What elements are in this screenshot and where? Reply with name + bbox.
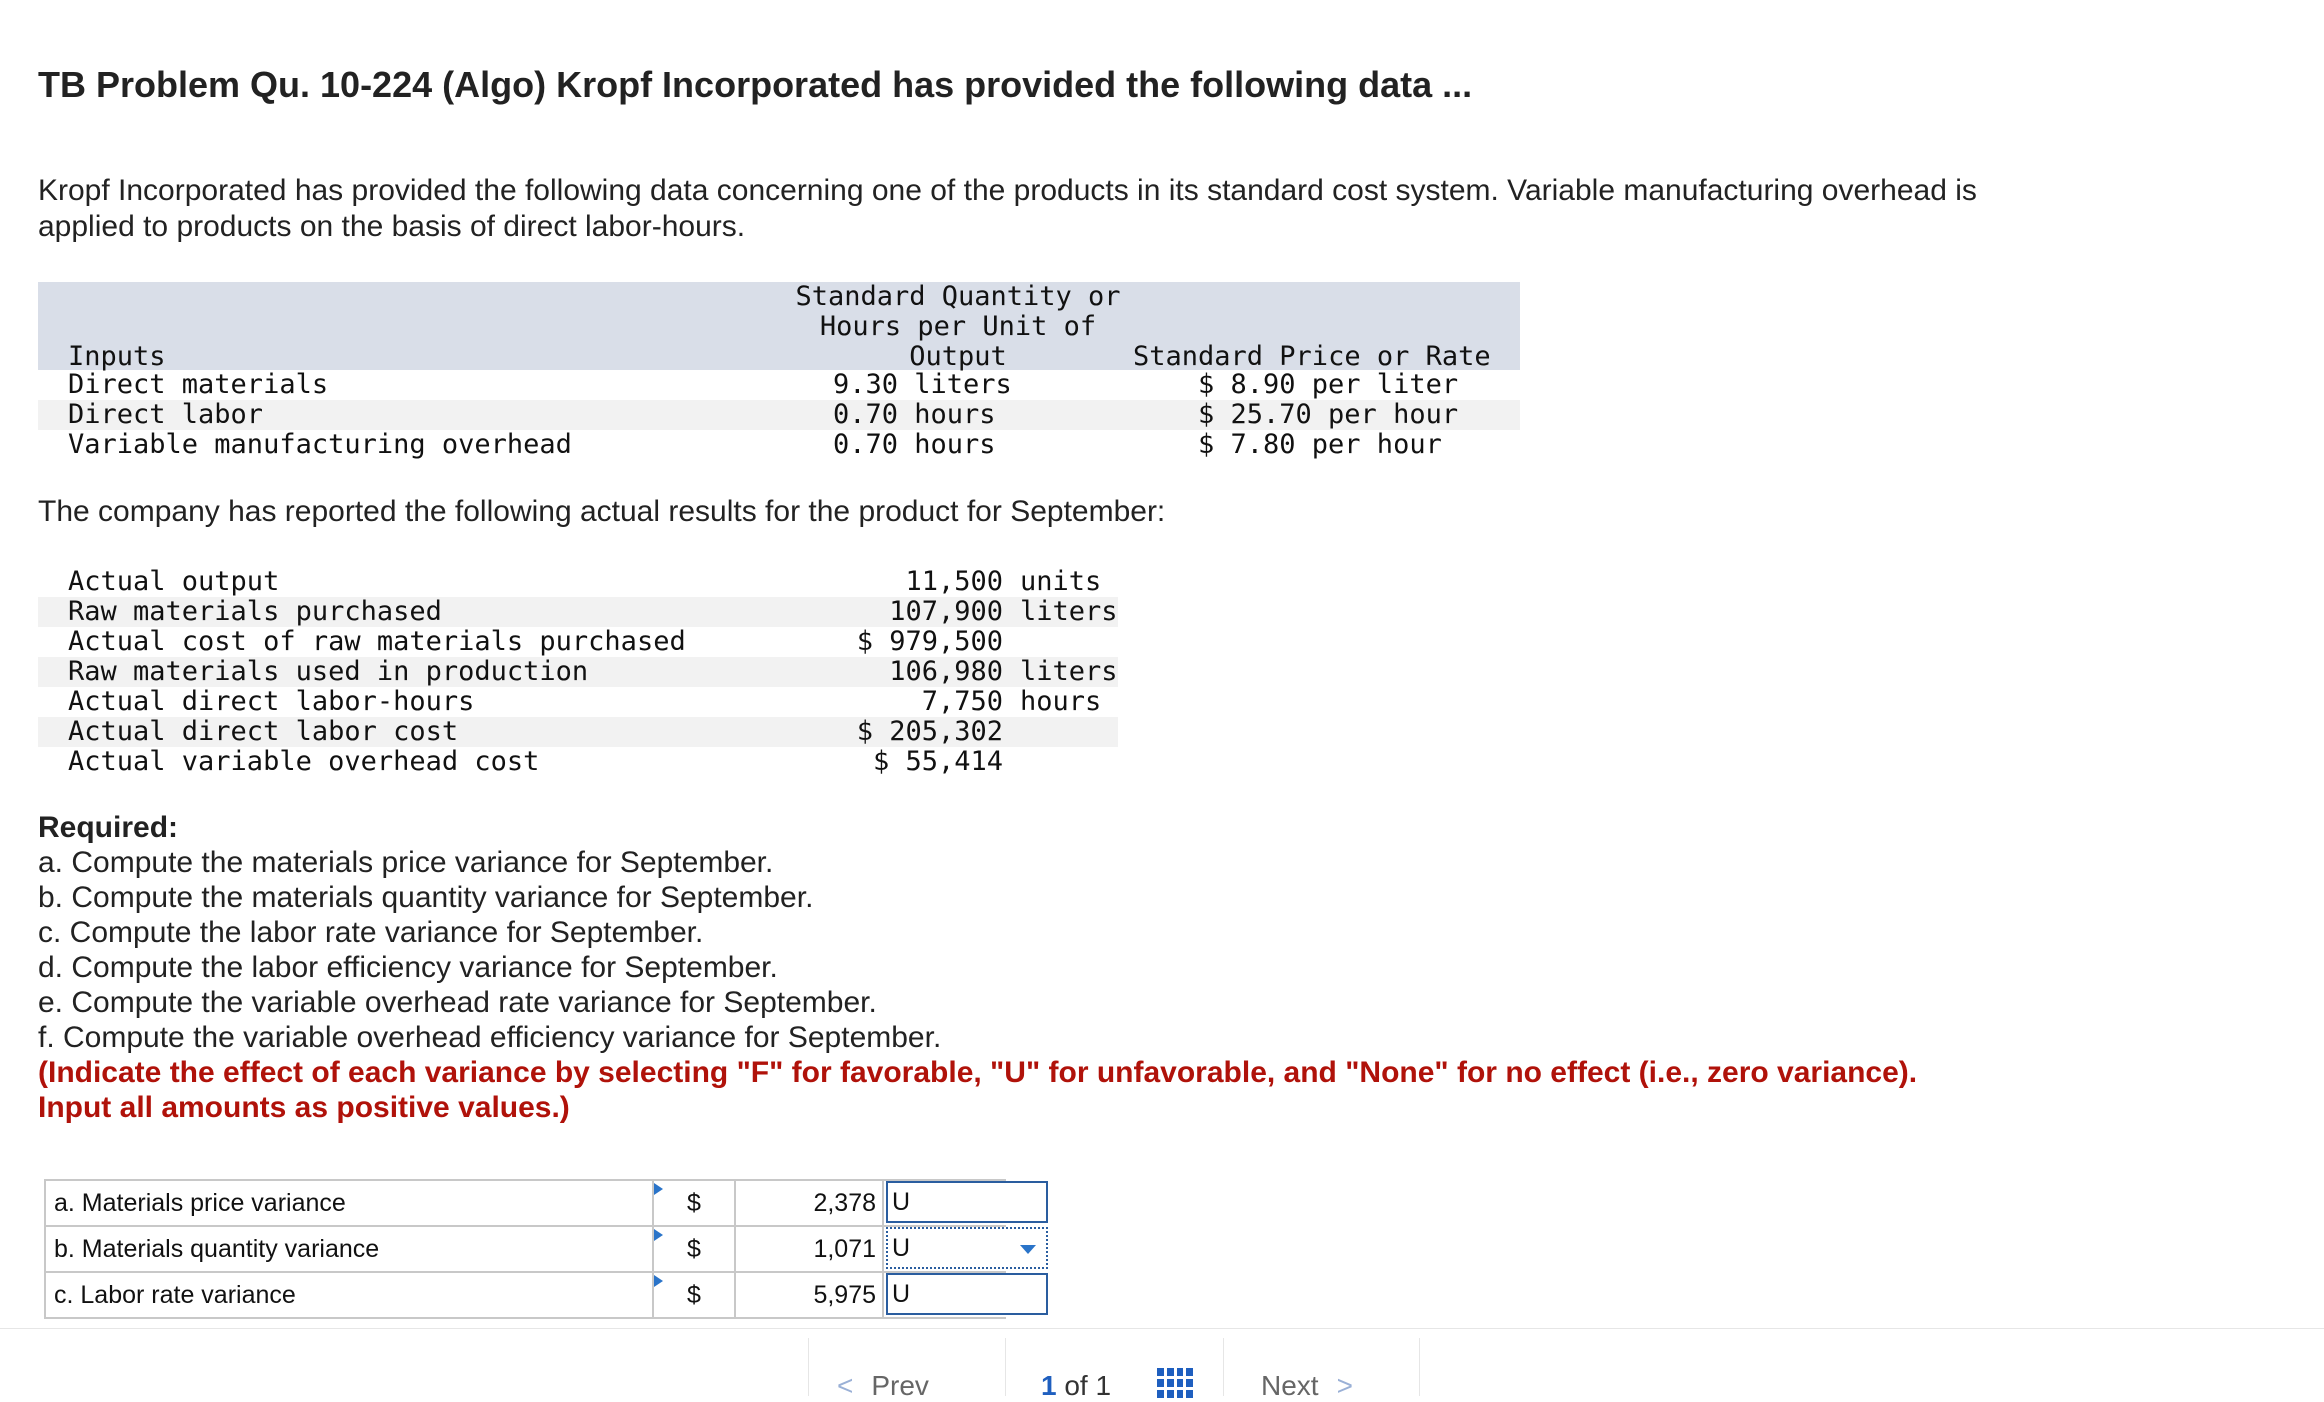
answer-row-materials-quantity	[44, 1227, 1006, 1273]
standards-row-price: $ 7.80 per hour	[1198, 429, 1442, 460]
pagination-bar	[808, 1338, 1420, 1401]
standards-row-name: Direct labor	[68, 399, 264, 430]
effect-select-active[interactable]	[886, 1227, 1048, 1269]
actuals-value: $ 205,302	[856, 716, 1003, 747]
answer-row-materials-price	[44, 1179, 1006, 1227]
required-item: b. Compute the materials quantity variance for September.	[38, 881, 814, 914]
actuals-row	[38, 687, 1118, 717]
required-item: c. Compute the labor rate variance for September.	[38, 916, 704, 949]
required-item: e. Compute the variable overhead rate variance for September.	[38, 986, 877, 1019]
cell-flag-icon	[654, 1183, 663, 1195]
actuals-name: Actual variable overhead cost	[68, 746, 540, 777]
intro-text: Kropf Incorporated has provided the following data concerning one of the products in its standard cost system. Variable manufacturing overhead is applied to products on the basis of direct labor-hours.	[38, 174, 1977, 243]
prev-button[interactable]	[837, 1370, 929, 1402]
actuals-row	[38, 657, 1118, 687]
actuals-row	[38, 717, 1118, 747]
actuals-name: Actual direct labor-hours	[68, 686, 475, 717]
required-item: a. Compute the materials price variance for September.	[38, 846, 774, 879]
currency-symbol: $	[654, 1181, 736, 1225]
page-title: TB Problem Qu. 10-224 (Algo) Kropf Incorporated has provided the following data ...	[38, 64, 1473, 105]
standards-row-direct-labor	[38, 400, 1520, 430]
actuals-unit: hours	[1020, 686, 1102, 717]
next-label: Next	[1261, 1370, 1319, 1401]
answer-row-labor-rate	[44, 1273, 1006, 1319]
answer-label: b. Materials quantity variance	[44, 1227, 654, 1271]
actuals-name: Raw materials purchased	[68, 596, 442, 627]
current-page: 1	[1041, 1370, 1057, 1401]
standards-row-name: Direct materials	[68, 369, 329, 400]
amount-input[interactable]: 1,071	[734, 1227, 884, 1271]
standards-row-qty: 9.30 liters	[833, 369, 1012, 400]
page-indicator	[1041, 1370, 1111, 1402]
grid-view-icon[interactable]	[1157, 1368, 1193, 1398]
instruction-note: (Indicate the effect of each variance by selecting "F" for favorable, "U" for unfavorable, and "None" for no effect (i.e., zero variance). Input all amounts as positive values.)	[38, 1056, 1918, 1124]
amount-input[interactable]: 2,378	[734, 1181, 884, 1225]
nav-separator	[1223, 1338, 1224, 1396]
actuals-unit: units	[1020, 566, 1102, 597]
actuals-value: 7,750	[921, 686, 1003, 717]
actuals-value: 11,500	[905, 566, 1003, 597]
standards-row-qty: 0.70 hours	[833, 429, 996, 460]
effect-value: U	[892, 1234, 911, 1262]
cell-flag-icon	[654, 1275, 663, 1287]
total-pages: 1	[1095, 1370, 1112, 1401]
effect-select[interactable]: U	[886, 1181, 1048, 1223]
actuals-row	[38, 747, 1118, 777]
amount-input[interactable]: 5,975	[734, 1273, 884, 1317]
currency-symbol: $	[654, 1227, 736, 1271]
header-standard-quantity: Standard Quantity or Hours per Unit of Output	[795, 281, 1121, 372]
actuals-table	[38, 567, 1118, 777]
chevron-left-icon: <	[837, 1370, 854, 1401]
actuals-row	[38, 567, 1118, 597]
answer-table	[44, 1179, 1006, 1319]
nav-separator	[1005, 1338, 1006, 1396]
actuals-row	[38, 597, 1118, 627]
page-of: of	[1064, 1370, 1088, 1401]
cell-flag-icon	[654, 1229, 663, 1241]
actuals-unit: liters	[1020, 596, 1118, 627]
dropdown-caret-icon[interactable]	[1020, 1245, 1036, 1254]
standards-row-price: $ 8.90 per liter	[1198, 369, 1459, 400]
effect-select[interactable]: U	[886, 1273, 1048, 1315]
actuals-name: Actual cost of raw materials purchased	[68, 626, 686, 657]
required-item: d. Compute the labor efficiency variance for September.	[38, 951, 778, 984]
standards-row-price: $ 25.70 per hour	[1198, 399, 1459, 430]
answer-label: a. Materials price variance	[44, 1181, 654, 1225]
footer-divider	[0, 1328, 2324, 1329]
next-button[interactable]	[1261, 1370, 1353, 1402]
actuals-value: 107,900	[889, 596, 1003, 627]
header-inputs: Inputs	[68, 341, 166, 372]
standards-row-direct-materials	[38, 370, 1520, 400]
header-standard-price: Standard Price or Rate	[1133, 341, 1491, 372]
actuals-name: Actual output	[68, 566, 280, 597]
required-heading: Required:	[38, 811, 179, 844]
currency-symbol: $	[654, 1273, 736, 1317]
actuals-unit: liters	[1020, 656, 1118, 687]
actuals-value: 106,980	[889, 656, 1003, 687]
answer-label: c. Labor rate variance	[44, 1273, 654, 1317]
standards-header	[38, 282, 1520, 370]
required-section	[38, 810, 1938, 1125]
actuals-row	[38, 627, 1118, 657]
actuals-value: $ 979,500	[856, 626, 1003, 657]
standards-row-variable-overhead	[38, 430, 1520, 460]
actuals-name: Raw materials used in production	[68, 656, 589, 687]
standards-row-name: Variable manufacturing overhead	[68, 429, 572, 460]
chevron-right-icon: >	[1336, 1370, 1353, 1401]
prev-label: Prev	[871, 1370, 929, 1401]
actuals-value: $ 55,414	[872, 746, 1003, 777]
standards-table	[38, 282, 1520, 460]
actuals-name: Actual direct labor cost	[68, 716, 459, 747]
standards-row-qty: 0.70 hours	[833, 399, 996, 430]
actuals-intro: The company has reported the following actual results for the product for September:	[38, 495, 1166, 528]
required-item: f. Compute the variable overhead efficiency variance for September.	[38, 1021, 942, 1054]
